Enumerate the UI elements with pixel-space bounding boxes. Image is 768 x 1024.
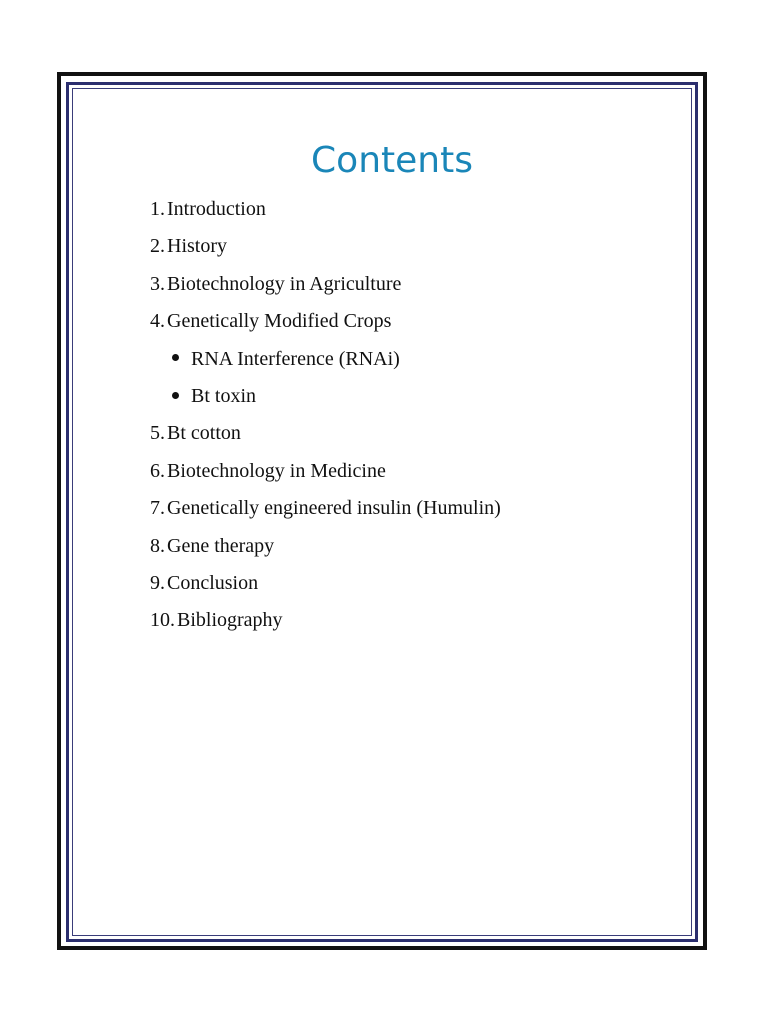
toc-item-label: Bt toxin	[191, 384, 257, 407]
toc-subitem-rnai	[150, 346, 501, 383]
toc-item-label: Genetically engineered insulin (Humulin)	[167, 497, 501, 520]
toc-item-number: 2.	[150, 235, 165, 258]
page-title: Contents	[311, 140, 473, 181]
toc-item-label: Biotechnology in Medicine	[167, 459, 386, 482]
toc-item-biotech-medicine	[150, 458, 501, 495]
toc-item-gm-crops	[150, 308, 501, 345]
toc-item-biotech-agriculture	[150, 271, 501, 308]
toc-item-bt-cotton	[150, 420, 501, 457]
table-of-contents	[150, 196, 501, 645]
toc-subitem-bt-toxin	[150, 383, 501, 420]
toc-item-label: RNA Interference (RNAi)	[191, 347, 400, 370]
toc-item-number: 8.	[150, 534, 165, 557]
toc-item-gene-therapy	[150, 533, 501, 570]
toc-item-label: Genetically Modified Crops	[167, 310, 392, 333]
toc-item-number: 4.	[150, 310, 165, 333]
toc-item-label: Bt cotton	[167, 422, 241, 445]
bullet-icon	[172, 392, 179, 399]
toc-item-conclusion	[150, 570, 501, 607]
toc-item-insulin	[150, 495, 501, 532]
toc-item-introduction	[150, 196, 501, 233]
toc-item-number: 9.	[150, 571, 165, 594]
toc-item-label: History	[167, 235, 227, 258]
toc-item-number: 10.	[150, 609, 175, 632]
toc-item-label: Gene therapy	[167, 534, 275, 557]
toc-item-number: 3.	[150, 272, 165, 295]
bullet-icon	[172, 354, 179, 361]
toc-item-history	[150, 233, 501, 270]
toc-item-number: 5.	[150, 422, 165, 445]
toc-item-number: 1.	[150, 198, 165, 220]
toc-item-number: 7.	[150, 497, 165, 520]
toc-item-label: Conclusion	[167, 571, 259, 594]
toc-item-number: 6.	[150, 459, 165, 482]
toc-item-label: Biotechnology in Agriculture	[167, 272, 402, 295]
toc-item-label: Bibliography	[177, 609, 283, 632]
toc-item-bibliography	[150, 607, 501, 644]
toc-item-label: Introduction	[167, 198, 266, 220]
